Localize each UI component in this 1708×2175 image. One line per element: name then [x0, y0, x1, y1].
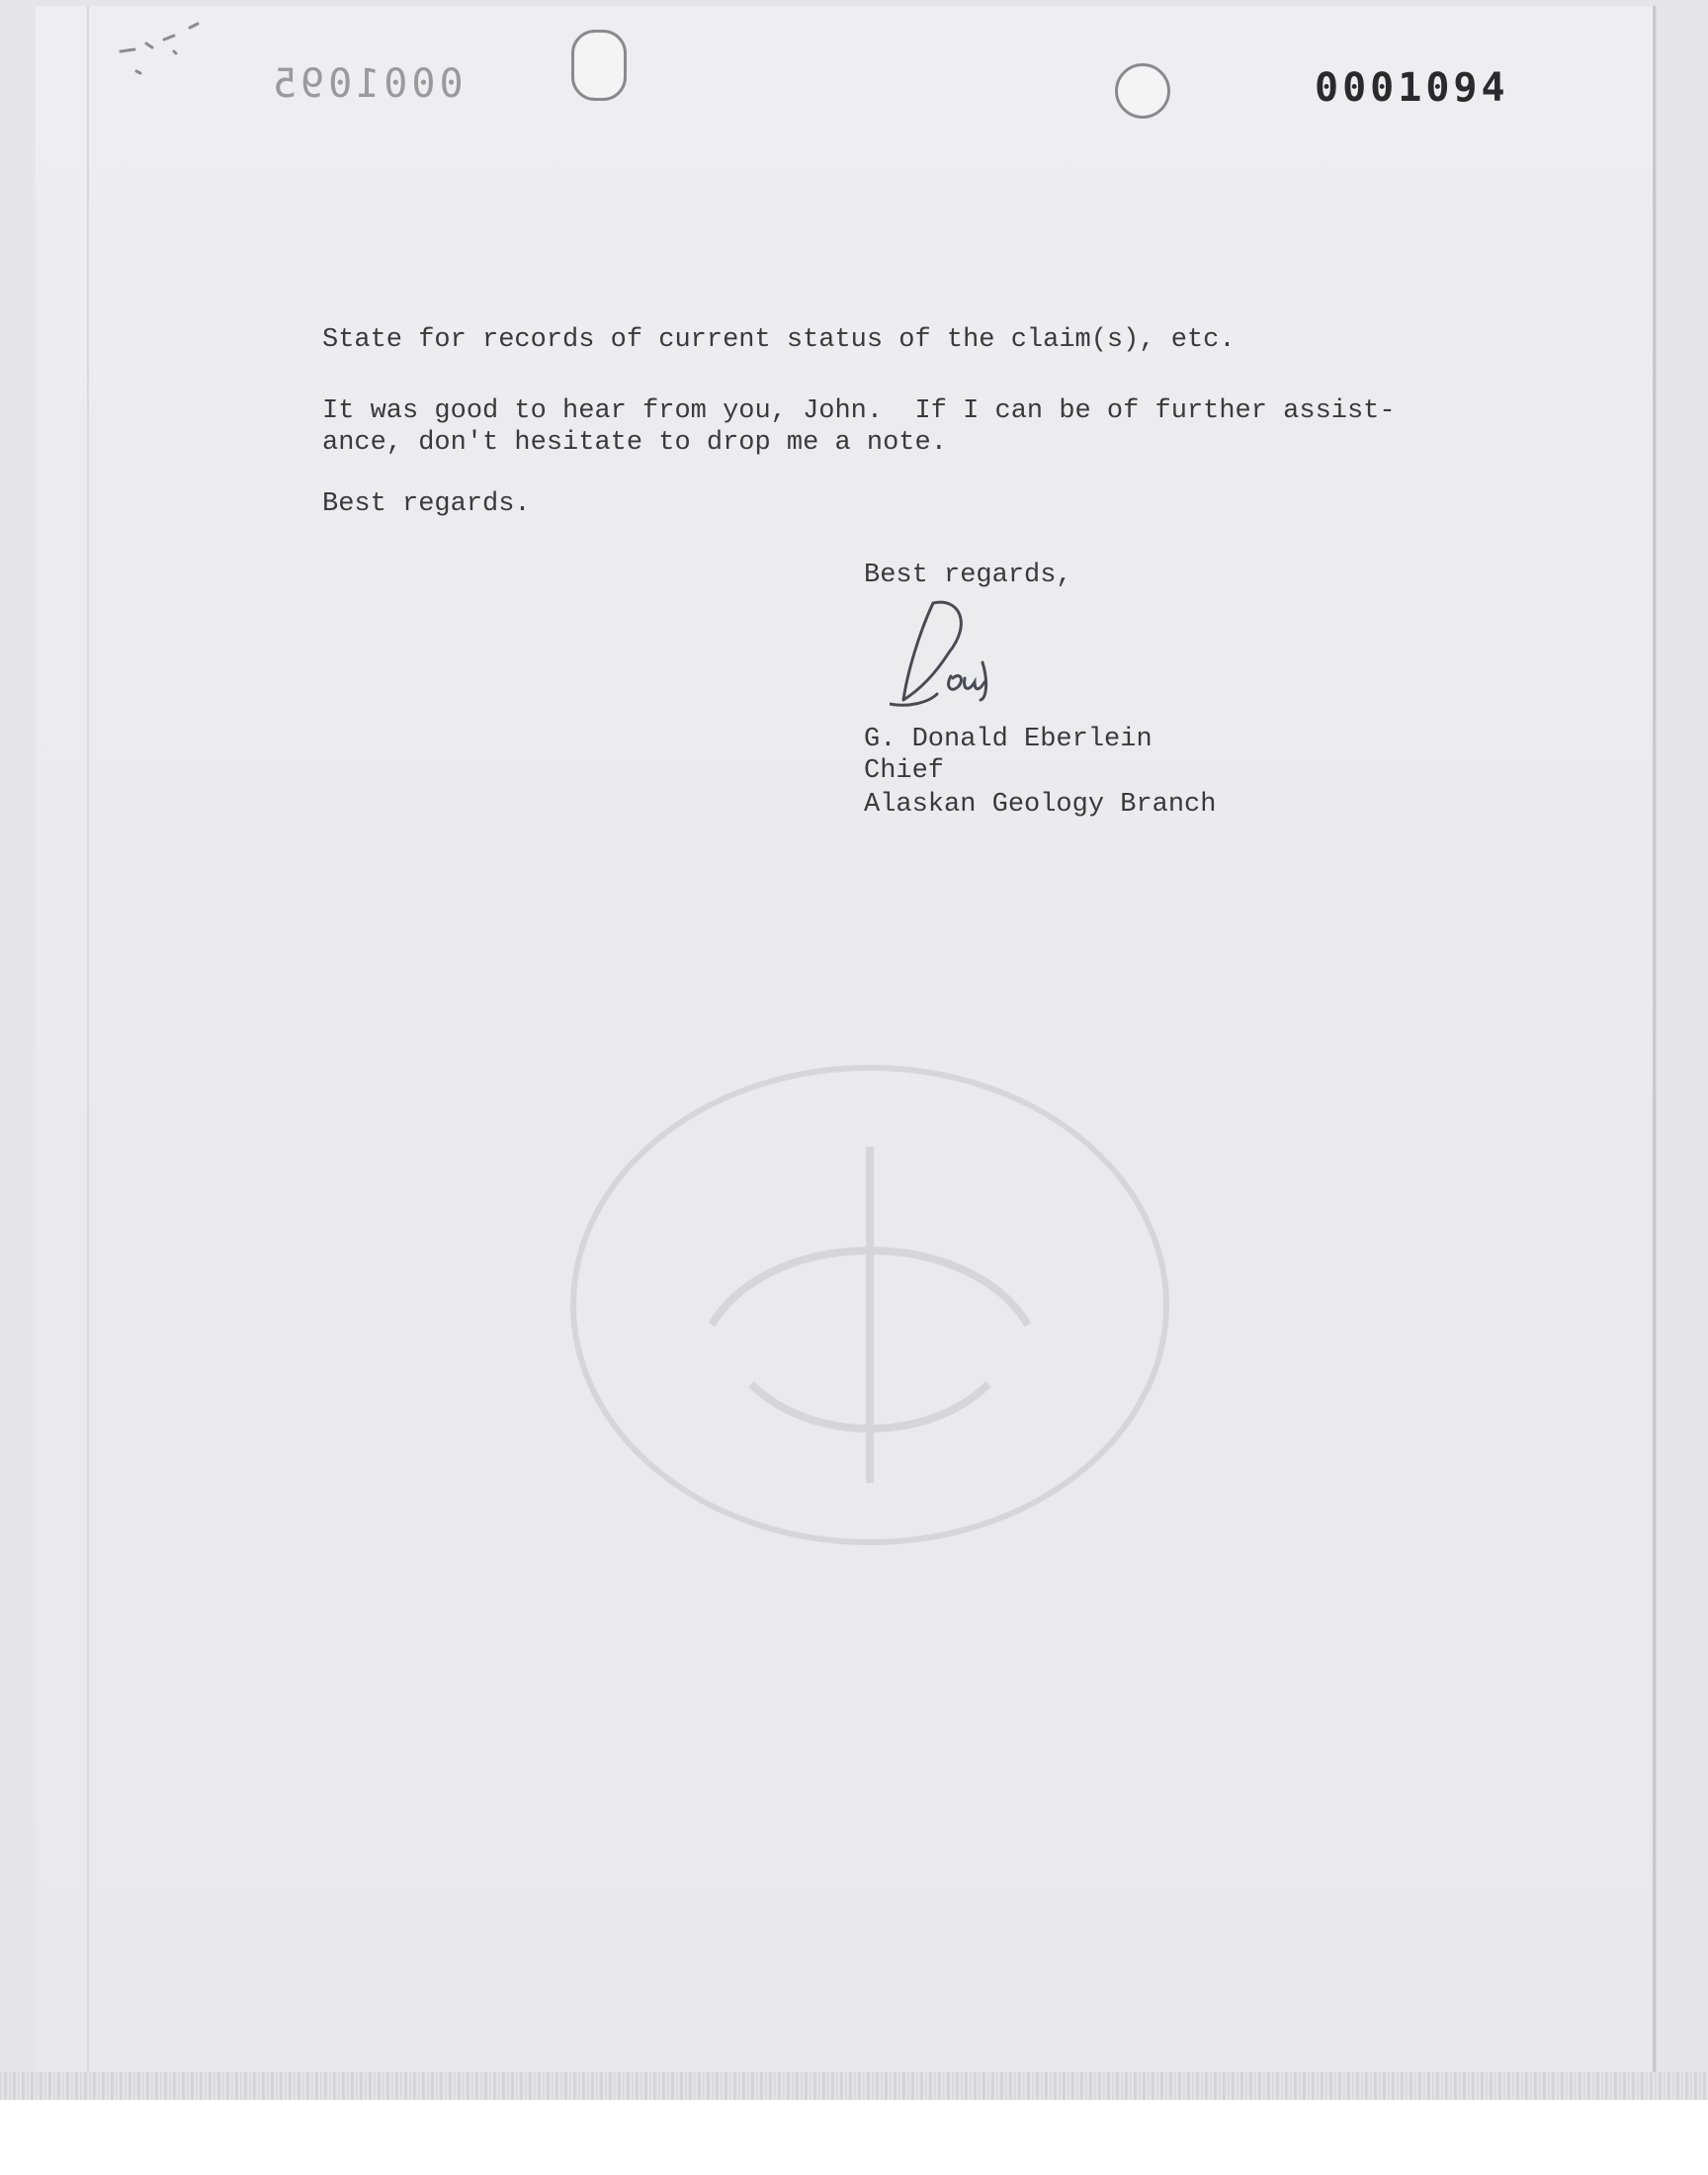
punch-hole-left — [571, 30, 627, 101]
signer-branch: Alaskan Geology Branch — [864, 790, 1217, 820]
signer-title: Chief — [864, 756, 945, 786]
body-line-best-regards: Best regards. — [322, 489, 531, 519]
faint-seal-watermark — [514, 1028, 1226, 1582]
scanner-edge-strip — [0, 2072, 1708, 2100]
signer-name: G. Donald Eberlein — [864, 725, 1153, 754]
punch-hole-right — [1115, 63, 1170, 119]
body-line-greeting-2: ance, don't hesitate to drop me a note. — [322, 428, 947, 458]
mirrored-page-number: 0001095 — [269, 61, 464, 107]
corner-smudge-marks — [117, 22, 255, 91]
closing-salutation: Best regards, — [864, 561, 1072, 590]
handwritten-signature — [890, 583, 1028, 712]
body-line-status: State for records of current status of the claim(s), etc. — [322, 325, 1236, 355]
body-line-greeting-1: It was good to hear from you, John. If I can be of further assist- — [322, 396, 1396, 426]
page-edge-line — [87, 6, 89, 2082]
page-number: 0001094 — [1315, 65, 1509, 111]
